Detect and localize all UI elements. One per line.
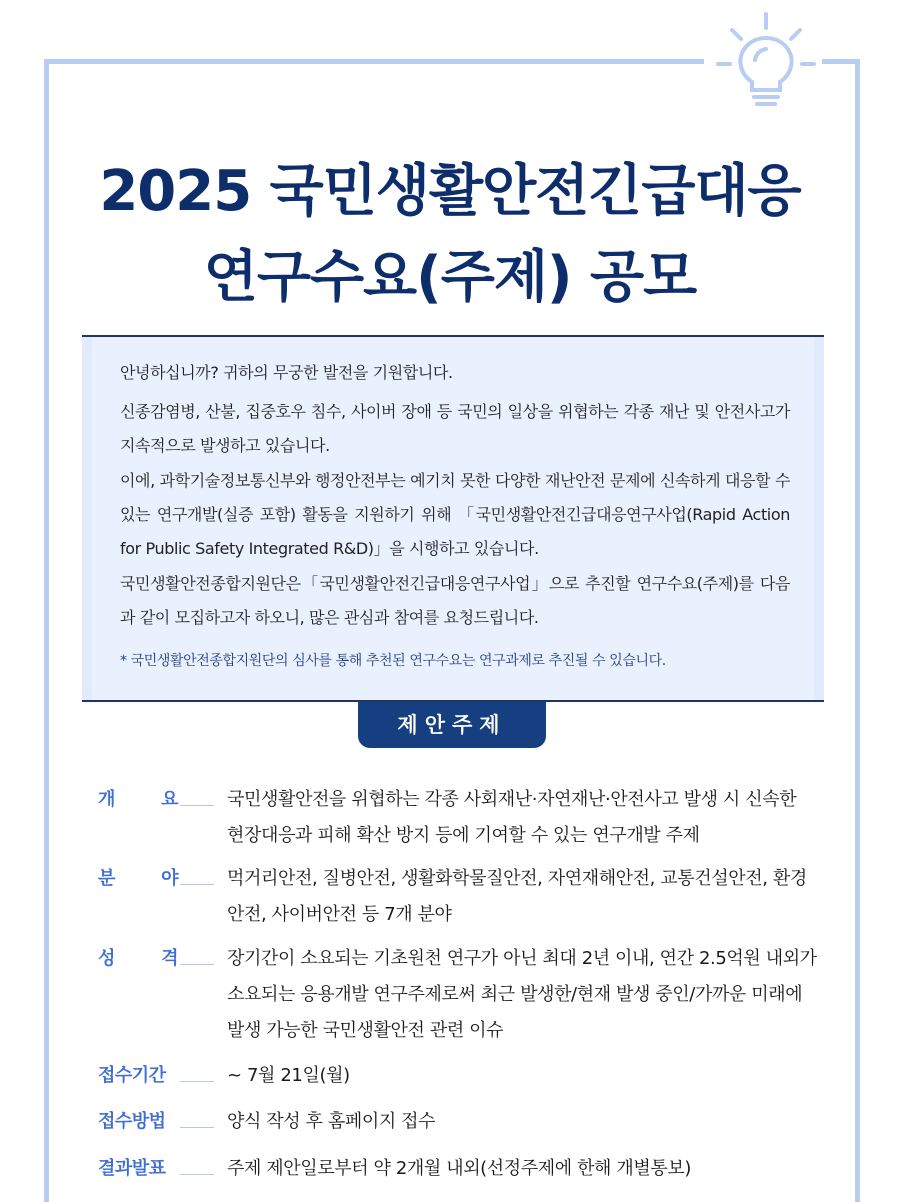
frame-top-left — [44, 59, 704, 64]
intro-greeting: 안녕하십니까? 귀하의 무궁한 발전을 기원합니다. — [120, 363, 453, 382]
detail-value: 국민생활안전을 위협하는 각종 사회재난·자연재난·안전사고 발생 시 신속한 현장대응과 피해 확산 방지 등에 기여할 수 있는 연구개발 주제 — [227, 789, 797, 846]
label-divider — [180, 1127, 214, 1128]
label-divider — [180, 884, 214, 885]
detail-value: 장기간이 소요되는 기초원천 연구가 아닌 최대 2년 이내, 연간 2.5억원 내외가 소요되는 응용개발 연구주제로써 최근 발생한/현재 발생 중인/가까운 미래에 발생 가능한 국민생활안전 관련 이슈 — [227, 948, 817, 1041]
detail-value: ~ 7월 21일(월) — [227, 1065, 350, 1086]
label-divider — [180, 1081, 214, 1082]
detail-label: 성 격 — [98, 948, 178, 969]
detail-label: 접수기간 — [98, 1065, 166, 1086]
detail-label: 분 야 — [98, 868, 178, 889]
lightbulb-icon — [712, 8, 820, 116]
page-title-line1: 2025 국민생활안전긴급대응 — [99, 159, 801, 224]
intro-paragraph: 이에, 과학기술정보통신부와 행정안전부는 예기치 못한 다양한 재난안전 문제에 신속하게 대응할 수 있는 연구개발(실증 포함) 활동을 지원하기 위해 「국민생활안전긴급대응연구사업(Rapid Action for Public Safety Integrated R&D)」을 시행하고 있습니다. — [120, 471, 790, 558]
label-divider — [180, 964, 214, 965]
detail-value: 먹거리안전, 질병안전, 생활화학물질안전, 자연재해안전, 교통건설안전, 환경안전, 사이버안전 등 7개 분야 — [227, 868, 807, 925]
intro-note: * 국민생활안전종합지원단의 심사를 통해 추천된 연구수요는 연구과제로 추진될 수 있습니다. — [120, 653, 666, 669]
intro-paragraph: 국민생활안전종합지원단은「국민생활안전긴급대응연구사업」으로 추진할 연구수요(주제)를 다음과 같이 모집하고자 하오니, 많은 관심과 참여를 요청드립니다. — [120, 574, 790, 627]
detail-label: 결과발표 — [98, 1158, 166, 1179]
detail-value: 양식 작성 후 홈페이지 접수 — [227, 1111, 436, 1132]
frame-right — [855, 59, 860, 1202]
intro-box — [82, 335, 824, 702]
frame-left — [44, 59, 49, 1202]
detail-label: 개 요 — [98, 789, 178, 810]
intro-paragraph: 신종감염병, 산불, 집중호우 침수, 사이버 장애 등 국민의 일상을 위협하는 각종 재난 및 안전사고가 지속적으로 발생하고 있습니다. — [120, 402, 790, 455]
label-divider — [180, 805, 214, 806]
detail-value: 주제 제안일로부터 약 2개월 내외(선정주제에 한해 개별통보) — [227, 1158, 691, 1179]
detail-label: 접수방법 — [98, 1111, 166, 1132]
section-badge: 제안주제 — [358, 702, 546, 748]
page-title-line2: 연구수요(주제) 공모 — [203, 245, 697, 310]
label-divider — [180, 1174, 214, 1175]
